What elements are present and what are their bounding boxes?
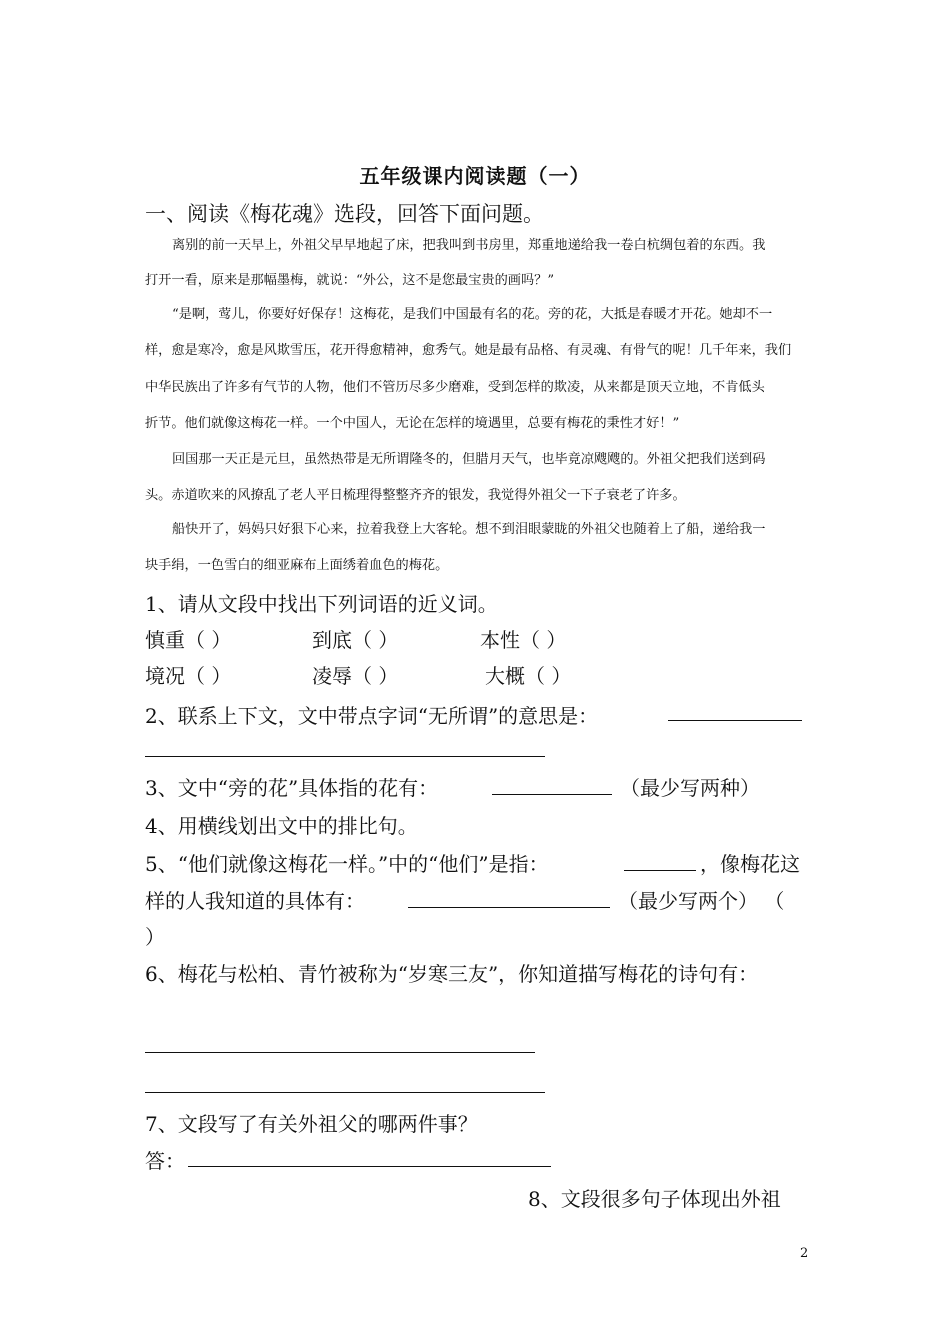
question-1: 1、请从文段中找出下列词语的近义词。 [145, 592, 498, 616]
question-2: 2、联系上下文，文中带点字词“无所谓”的意思是： [145, 704, 599, 728]
question-5-note: （最少写两个） （ [618, 889, 785, 913]
passage-line: 折节。他们就像这梅花一样。一个中国人，无论在怎样的境遇里，总要有梅花的秉性才好！” [145, 416, 680, 431]
question-8: 8、文段很多句子体现出外祖 [528, 1187, 781, 1211]
answer-label: 答： [145, 1149, 185, 1173]
passage-line: 块手绢，一色雪白的细亚麻布上面绣着血色的梅花。 [145, 558, 449, 573]
synonym-item: 凌辱（ ） [312, 664, 399, 688]
answer-line[interactable] [145, 1092, 545, 1093]
synonym-item: 到底（ ） [312, 628, 399, 652]
question-7: 7、文段写了有关外祖父的哪两件事？ [145, 1112, 478, 1136]
answer-line[interactable] [145, 756, 545, 757]
answer-line[interactable] [668, 720, 802, 721]
synonym-item: 本性（ ） [480, 628, 567, 652]
answer-line[interactable] [408, 907, 610, 908]
question-4: 4、用横线划出文中的排比句。 [145, 814, 418, 838]
passage-line: 回国那一天正是元旦，虽然热带是无所谓隆冬的，但腊月天气，也毕竟凉飕飕的。外祖父把我们送到码 [172, 452, 766, 467]
passage-line: 头。赤道吹来的风撩乱了老人平日梳理得整整齐齐的银发，我觉得外祖父一下子衰老了许多。 [145, 488, 686, 503]
question-5-text: ） [145, 925, 165, 949]
synonym-item: 境况（ ） [145, 664, 232, 688]
passage-line: 离别的前一天早上，外祖父早早地起了床，把我叫到书房里，郑重地递给我一卷白杭绸包着的东西。我 [172, 238, 766, 253]
synonym-item: 大概（ ） [485, 664, 572, 688]
answer-line[interactable] [145, 1052, 535, 1053]
question-6: 6、梅花与松柏、青竹被称为“岁寒三友”，你知道描写梅花的诗句有： [145, 962, 759, 986]
passage-line: 船快开了，妈妈只好狠下心来，拉着我登上大客轮。想不到泪眼蒙眬的外祖父也随着上了船，递给我一 [172, 522, 766, 537]
passage-line: 样，愈是寒冷，愈是风欺雪压，花开得愈精神，愈秀气。她是最有品格、有灵魂、有骨气的呢！几千年来，我们 [145, 343, 792, 358]
question-5-text: ，像梅花这 [700, 852, 800, 876]
passage-line: 中华民族出了许多有气节的人物，他们不管历尽多少磨难，受到怎样的欺凌，从来都是顶天立地，不肯低头 [145, 380, 765, 395]
question-5: 5、“他们就像这梅花一样。”中的“他们”是指： [145, 852, 549, 876]
answer-line[interactable] [624, 870, 696, 871]
answer-line[interactable] [492, 794, 612, 795]
passage-line: “是啊，莺儿，你要好好保存！这梅花，是我们中国最有名的花。旁的花，大抵是春暖才开花。她却不一 [172, 307, 773, 322]
section-heading: 一、阅读《梅花魂》选段，回答下面问题。 [145, 202, 544, 226]
page-title: 五年级课内阅读题（一） [359, 164, 591, 188]
question-3: 3、文中“旁的花”具体指的花有： [145, 776, 439, 800]
page-number: 2 [800, 1246, 809, 1261]
synonym-item: 慎重（ ） [145, 628, 232, 652]
question-5-text: 样的人我知道的具体有： [145, 889, 365, 913]
answer-line[interactable] [188, 1166, 551, 1167]
passage-line: 打开一看，原来是那幅墨梅，就说：“外公，这不是您最宝贵的画吗？” [145, 273, 555, 288]
question-3-note: （最少写两种） [620, 776, 760, 800]
